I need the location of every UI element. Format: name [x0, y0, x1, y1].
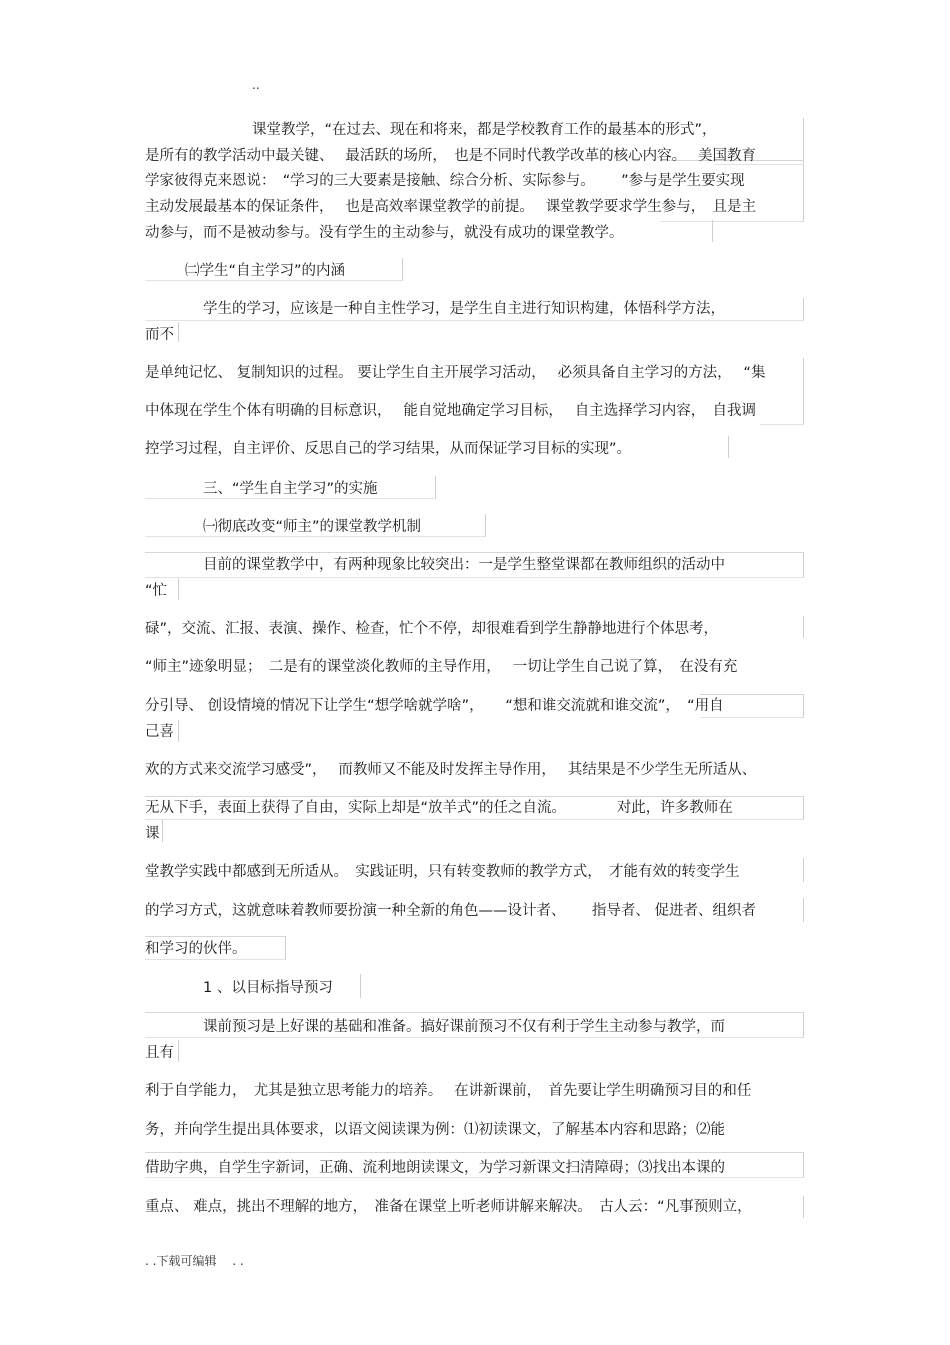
text-line: 借助字典，自学生字新词，正确、流利地朗读课文，为学习新课文扫清障碍；⑶找出本课的 [145, 1160, 725, 1176]
text-line: 无从下手，表面上获得了自由，实际上却是“放羊式”的任之自流。 对此，许多教师在 [145, 800, 733, 816]
text-line: 课 [145, 826, 160, 842]
section-heading: ㈡学生“自主学习”的内涵 [185, 263, 346, 279]
section-heading: ㈠彻底改变“师主”的课堂教学机制 [203, 519, 422, 535]
frame-line [728, 436, 729, 458]
text-line: 控学习过程，自主评价、反思自己的学习结果，从而保证学习目标的实现”。 [145, 441, 632, 457]
text-line: 是所有的教学活动中最关键、 最活跃的场所， 也是不同时代教学改革的核心内容。 美国教育 [145, 148, 756, 164]
frame-line [803, 616, 804, 638]
frame-line [803, 858, 804, 882]
text-line: 学生的学习，应该是一种自主性学习，是学生自主进行知识构建，体悟科学方法， [203, 301, 725, 317]
header-mark: .. [252, 78, 260, 92]
text-line: 动参与，而不是被动参与。没有学生的主动参与，就没有成功的课堂教学。 [145, 225, 624, 241]
text-line: 目前的课堂教学中，有两种现象比较突出：一是学生整堂课都在教师组织的活动中 [203, 557, 725, 573]
text-line: 和学习的伙伴。 [145, 941, 247, 957]
text-line: 堂教学实践中都感到无所适从。 实践证明，只有转变教师的教学方式， 才能有效的转变学生 [145, 864, 740, 880]
text-line: 利于自学能力， 尤其是独立思考能力的培养。 在讲新课前， 首先要让学生明确预习目的和任 [145, 1083, 752, 1099]
text-line: 主动发展最基本的保证条件， 也是高效率课堂教学的前提。 课堂教学要求学生参与， 且是主 [145, 199, 756, 215]
frame-line [360, 974, 361, 998]
text-line: 学家彼得克来恩说： “学习的三大要素是接触、综合分析、实际参与。 ”参与是学生要实现 [145, 173, 745, 189]
text-line: 中体现在学生个体有明确的目标意识， 能自觉地确定学习目标， 自主选择学习内容， 自我调 [145, 403, 756, 419]
text-line: 碌”，交流、汇报、表演、操作、检查，忙个不停，却很难看到学生静静地进行个体思考， [145, 621, 719, 637]
frame-line [178, 578, 179, 600]
frame-line [162, 820, 163, 842]
section-heading: 三、“学生自主学习”的实施 [203, 481, 378, 497]
text-line: “忙 [145, 583, 168, 599]
text-line: 课前预习是上好课的基础和准备。搞好课前预习不仅有利于学生主动参与教学，而 [203, 1019, 725, 1035]
text-line: 重点、 难点，挑出不理解的地方， 准备在课堂上听老师讲解来解决。 古人云：“凡事预则立， [145, 1199, 752, 1215]
text-line: 是单纯记忆、 复制知识的过程。 要让学生自主开展学习活动， 必须具备自主学习的方法， “集 [145, 365, 766, 381]
text-line: 欢的方式来交流学习感受”， 而教师又不能及时发挥主导作用， 其结果是不少学生无所适从、 [145, 762, 757, 778]
page-footer: . .下载可编辑 . . [145, 1254, 244, 1268]
text-line: 而不 [145, 327, 174, 343]
text-line: 分引导、 创设情境的情况下让学生“想学啥就学啥”， “想和谁交流就和谁交流”， “用自 [145, 698, 724, 714]
text-line: 务，并向学生提出具体要求，以语文阅读课为例：⑴初读课文，了解基本内容和思路；⑵能 [145, 1122, 725, 1138]
frame-line [712, 220, 713, 242]
frame-line [803, 898, 804, 922]
frame-line [178, 322, 179, 342]
text-line: 课堂教学，“在过去、现在和将来，都是学校教育工作的最基本的形式”， [252, 122, 717, 138]
section-heading: 1 、以目标指导预习 [203, 980, 333, 996]
text-line: 且有 [145, 1045, 174, 1061]
frame-line [178, 720, 179, 742]
frame-line [178, 1040, 179, 1062]
frame-line [803, 1196, 804, 1218]
text-line: 的学习方式，这就意味着教师要扮演一种全新的角色——设计者、 指导者、 促进者、组织者 [145, 903, 756, 919]
text-line: 己喜 [145, 724, 174, 740]
text-line: “师主”迹象明显； 二是有的课堂淡化教师的主导作用， 一切让学生自己说了算， 在没有充 [145, 659, 738, 675]
frame-line [760, 358, 804, 425]
